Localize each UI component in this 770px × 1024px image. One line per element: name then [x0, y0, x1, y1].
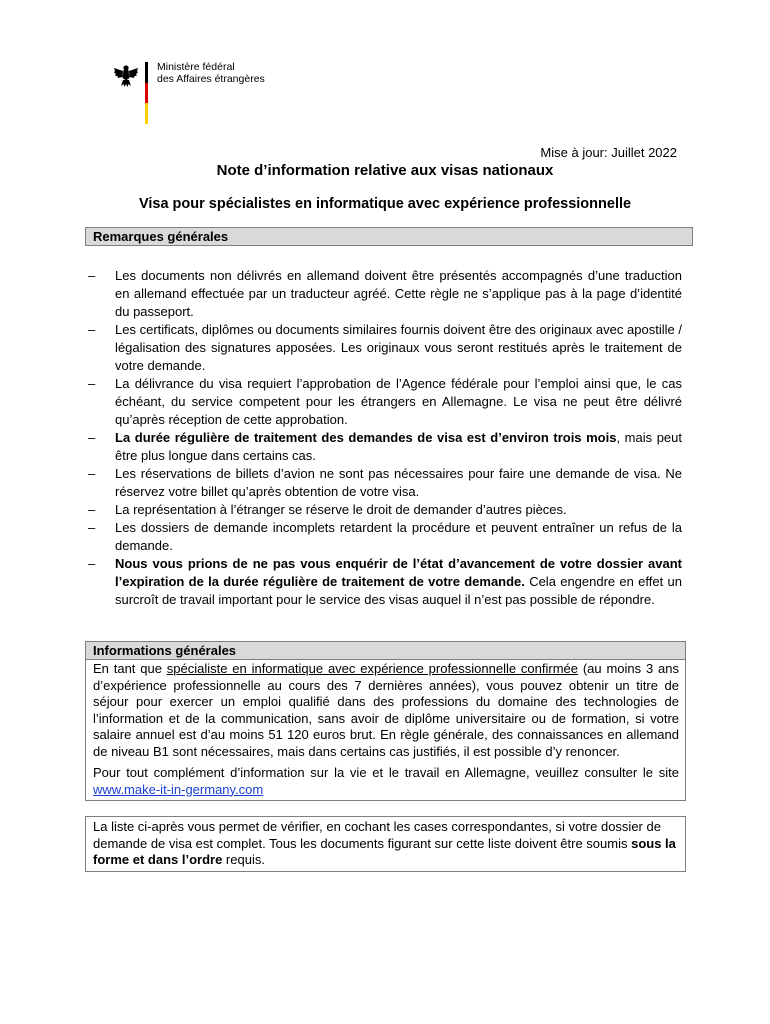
ministry-name — [157, 61, 265, 85]
general-info-paragraph: En tant que spécialiste en informatique avec expérience professionnelle confirmée (au moins 3 ans d’expérience professionnelle au cours des 7 dernières années), vous pouvez obtenir un titre de séjour pour exercer un emploi qualifié dans des professions du domaine des technologies de l’information et de la communication, sans avoir de diplôme universitaire ou de formation, si votre salaire annuel est d’au moins 51 120 euros brut. En règle générale, des connaissances en allemand de niveau B1 sont nécessaires, mais dans certains cas justifiés, il est possible d’y renoncer. — [93, 661, 679, 759]
german-flag-bar — [145, 62, 148, 124]
list-item: – La délivrance du visa requiert l’approbation de l’Agence fédérale pour l’emploi ainsi que, le cas échéant, du service competent pour les étrangers en Allemagne. Le visa ne peut être délivré qu’après réception de cette approbation. — [88, 375, 682, 429]
general-info-heading: Informations générales — [86, 642, 685, 660]
list-item: – La représentation à l’étranger se réserve le droit de demander d’autres pièces. — [88, 501, 682, 519]
more-info-paragraph: Pour tout complément d’information sur la vie et le travail en Allemagne, veuillez consulter le site www.make-it-in-germany.com — [93, 765, 679, 797]
make-it-in-germany-link[interactable]: www.make-it-in-germany.com — [93, 781, 264, 797]
list-item: – Les documents non délivrés en allemand doivent être présentés accompagnés d’une traduction en allemand effectuée par un traducteur agréé. Cette règle ne s’applique pas à la page d’identité du passeport. — [88, 267, 682, 321]
federal-eagle-icon — [113, 63, 139, 89]
general-info-box — [85, 641, 686, 801]
list-item: – Les dossiers de demande incomplets retardent la procédure et peuvent entraîner un refus de la demande. — [88, 519, 682, 555]
general-remarks-heading: Remarques générales — [85, 227, 693, 246]
list-item: – La durée régulière de traitement des demandes de visa est d’environ trois mois, mais peut être plus longue dans certains cas. — [88, 429, 682, 465]
ministry-line-1: Ministère fédéral — [157, 61, 235, 73]
checklist-intro-box: La liste ci-après vous permet de vérifier, en cochant les cases correspondantes, si votre dossier de demande de visa est complet. Tous les documents figurant sur cette liste doivent être soumis sous la forme et dans l’ordre requis. — [85, 816, 686, 872]
page-title: Note d’information relative aux visas nationaux — [216, 162, 554, 179]
list-item: – Les réservations de billets d’avion ne sont pas nécessaires pour faire une demande de visa. Ne réservez votre billet qu’après obtention de votre visa. — [88, 465, 682, 501]
general-remarks-list — [88, 267, 682, 609]
update-date: Mise à jour: Juillet 2022 — [540, 145, 677, 160]
page-subtitle: Visa pour spécialistes en informatique avec expérience professionnelle — [138, 196, 632, 212]
list-item: – Les certificats, diplômes ou documents similaires fournis doivent être des originaux avec apostille / légalisation des signatures apposées. Les originaux vous seront restitués après le traitement de votre demande. — [88, 321, 682, 375]
list-item: – Nous vous prions de ne pas vous enquérir de l’état d’avancement de votre dossier avant l’expiration de la durée régulière de traitement de votre demande. Cela engendre en effet un surcroît de travail important pour le service des visas auquel il n’est pas possible de répondre. — [88, 555, 682, 609]
ministry-line-2: des Affaires étrangères — [157, 73, 265, 85]
